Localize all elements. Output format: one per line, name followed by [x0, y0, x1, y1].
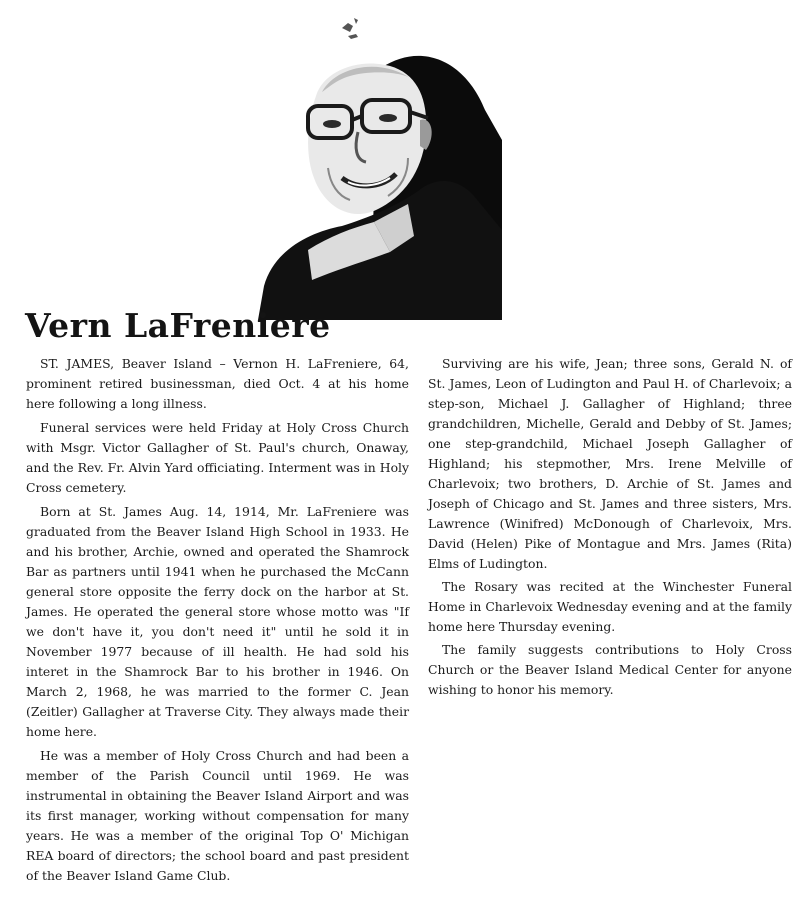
paragraph-biography: Born at St. James Aug. 14, 1914, Mr. LaFreniere was graduated from the Beaver Island High School in 1933. He and his brother, Archie, owned and operated the Shamrock Bar as partners until 1941 when he purchased the McCann general store opposite the ferry dock on the harbor at St. James. He operated the general store whose motto was "If we don't have it, you don't need it" until he sold it in November 1977 because of ill health. He had sold his interet in the Shamrock Bar to his brother in 1946. On March 2, 1968, he was married to the former C. Jean (Zeitler) Gallagher at Traverse City. They always made their home here.: [26, 504, 409, 739]
paragraph-intro: ST. JAMES, Beaver Island – Vernon H. LaFreniere, 64, prominent retired businessman, died Oct. 4 at his home here following a long illness.: [26, 356, 409, 411]
paragraph-community: He was a member of Holy Cross Church and had been a member of the Parish Council until 1969. He was instrumental in obtaining the Beaver Island Airport and was its first manager, working without compensation for many years. He was a member of the original Top O' Michigan REA board of directors; the school board and past president of the Beaver Island Game Club.: [26, 748, 409, 883]
obituary-headline: Vern LaFreniere: [25, 306, 331, 345]
paragraph-funeral: Funeral services were held Friday at Holy Cross Church with Msgr. Victor Gallagher of St. Paul's church, Onaway, and the Rev. Fr. Alvin Yard officiating. Interment was in Holy Cross cemetery.: [26, 420, 409, 495]
paragraph-contributions: The family suggests contributions to Holy Cross Church or the Beaver Island Medical Center for anyone wishing to honor his memory.: [428, 642, 792, 697]
left-column: [26, 354, 409, 890]
portrait-photo: [250, 0, 502, 320]
right-column: [428, 354, 792, 703]
portrait-image: [250, 0, 502, 320]
paragraph-rosary: The Rosary was recited at the Winchester Funeral Home in Charlevoix Wednesday evening and at the family home here Thursday evening.: [428, 579, 792, 634]
paragraph-survivors: Surviving are his wife, Jean; three sons, Gerald N. of St. James, Leon of Ludington and Paul H. of Charlevoix; a step-son, Michael J. Gallagher of Highland; three grandchildren, Michelle, Gerald and Debby of St. James; one step-grandchild, Michael Joseph Gallagher of Highland; his stepmother, Mrs. Irene Melville of Charlevoix; two brothers, D. Archie of St. James and Joseph of Chicago and St. James and three sisters, Mrs. Lawrence (Winifred) McDonough of Charlevoix, Mrs. David (Helen) Pike of Montague and Mrs. James (Rita) Elms of Ludington.: [428, 356, 792, 571]
